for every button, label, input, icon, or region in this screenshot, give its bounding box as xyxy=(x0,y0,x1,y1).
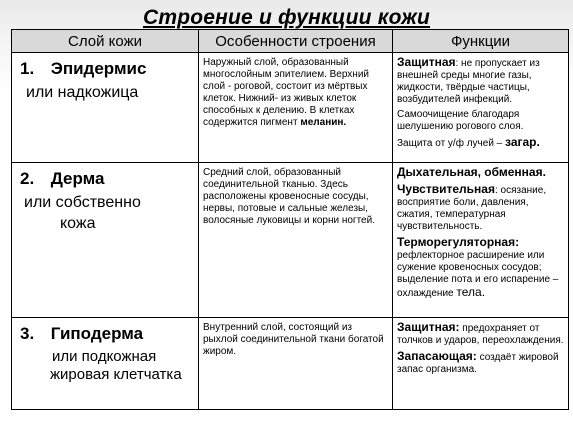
function-text: Защита от у/ф лучей – xyxy=(397,138,506,149)
layer-number: 1. xyxy=(20,59,35,78)
function-title: Дыхательная, обменная. xyxy=(397,165,546,179)
layer-alt-name xyxy=(20,348,194,384)
layer-name xyxy=(20,59,194,79)
function-item xyxy=(397,56,565,106)
layer-alt-name xyxy=(20,82,194,103)
layer-number: 3. xyxy=(20,324,35,343)
skin-structure-table xyxy=(11,29,569,410)
layer-alt-line: или собственно xyxy=(24,194,141,211)
function-item xyxy=(397,166,565,180)
layer-alt-name xyxy=(20,192,194,234)
header-structure: Особенности строения xyxy=(199,30,393,53)
layer-cell xyxy=(12,163,199,318)
function-text: Самоочищение благодаря шелушению рогового слоя. xyxy=(397,109,524,132)
function-text: : осязание, восприятие боли, давления, сжатия, температурная чувствительность. xyxy=(397,185,547,232)
function-title: Чувствительная xyxy=(397,182,495,196)
layer-cell xyxy=(12,53,199,163)
functions-cell xyxy=(393,53,569,163)
function-bold-term: загар. xyxy=(505,135,540,149)
function-title: Терморегуляторная: xyxy=(397,235,520,249)
function-text: предохраняет от толчков и ударов, переохлаждения. xyxy=(397,323,564,346)
structure-text: Средний слой, образованный соединительной тканью. Здесь расположены кровеносные сосуды, нервы, потовые и сальные железы, волосяные луковицы и корни ногтей. xyxy=(203,167,375,226)
layer-number: 2. xyxy=(20,169,35,188)
layer-cell xyxy=(12,318,199,410)
structure-text: Наружный слой, образованный многослойным эпителием. Верхний слой - роговой, состоит из мёртвых клеток. Нижний- из живых клеток способных к делению. В клетках содержится пигмент xyxy=(203,57,369,128)
header-functions: Функции xyxy=(393,30,569,53)
function-title: Запасающая: xyxy=(397,349,477,363)
table-row xyxy=(12,53,569,163)
table-header-row xyxy=(12,30,569,53)
layer-name xyxy=(20,169,194,189)
function-item xyxy=(397,236,565,300)
function-text: создаёт жировой запас организма. xyxy=(397,352,559,375)
structure-bold-term: меланин. xyxy=(300,117,347,128)
layer-title: Эпидермис xyxy=(50,59,147,78)
function-item xyxy=(397,109,565,133)
layer-alt-line: или надкожица xyxy=(26,84,139,101)
structure-cell xyxy=(199,163,393,318)
layer-title: Гиподерма xyxy=(50,324,144,343)
function-title: Защитная xyxy=(397,55,456,69)
function-text: : не пропускает из внешней среды многие газы, жидкости, твёрдые частицы, возбудителей инфекций. xyxy=(397,58,540,105)
header-layer: Слой кожи xyxy=(12,30,199,53)
layer-alt-line: или подкожная xyxy=(52,348,157,365)
function-item xyxy=(397,321,565,347)
structure-cell xyxy=(199,318,393,410)
layer-alt-line: жировая клетчатка xyxy=(50,366,182,383)
function-item xyxy=(397,183,565,233)
structure-text: Внутренний слой, состоящий из рыхлой соединительной ткани богатой жиром. xyxy=(203,322,384,357)
layer-alt-line: кожа xyxy=(60,215,96,232)
function-text: рефлекторное расширение или сужение кровеносных сосудов; выделение пота и его испарение – охлаждение xyxy=(397,250,559,299)
table-row xyxy=(12,163,569,318)
layer-name xyxy=(20,324,194,344)
function-item xyxy=(397,136,565,150)
function-big-term: тела. xyxy=(456,285,486,299)
function-title: Защитная: xyxy=(397,320,460,334)
structure-cell xyxy=(199,53,393,163)
slide-title: Строение и функции кожи xyxy=(142,6,431,29)
function-item xyxy=(397,350,565,376)
functions-cell xyxy=(393,318,569,410)
functions-cell xyxy=(393,163,569,318)
layer-title: Дерма xyxy=(50,169,105,188)
table-row xyxy=(12,318,569,410)
